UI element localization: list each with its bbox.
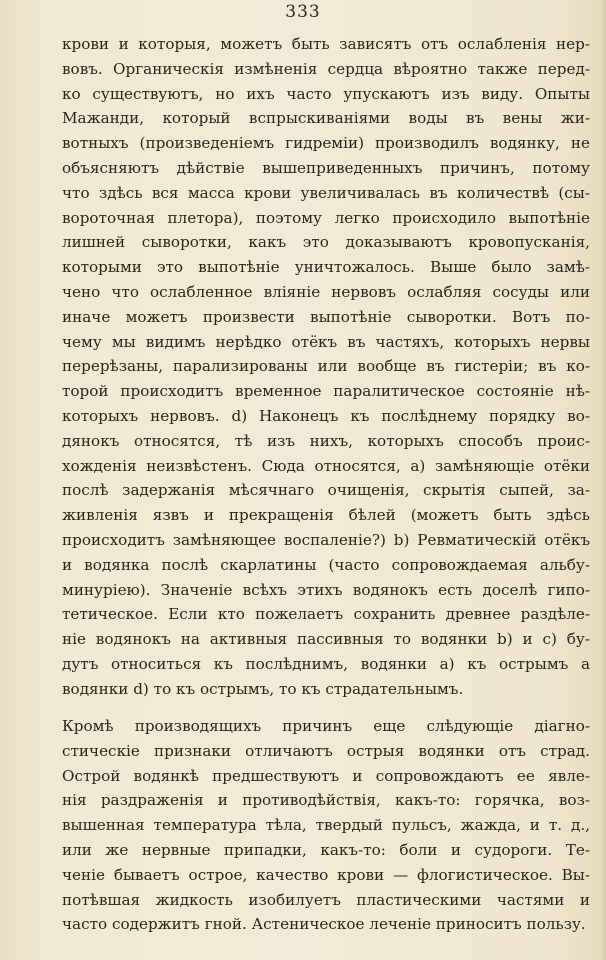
- text-line: перерѣзаны, парализированы или вообще въ гистеріи; въ ко-: [62, 357, 590, 376]
- text-line: часто содержитъ гной. Астеническое леченіе приноситъ пользу.: [62, 915, 586, 934]
- text-line: минуріею). Значеніе всѣхъ этихъ водянокъ есть доселѣ гипо-: [62, 580, 590, 599]
- text-line: живленія язвъ и прекращенія бѣлей (можетъ быть здѣсь: [62, 506, 590, 525]
- text-line: вовъ. Органическія измѣненія сердца вѣроятно также перед-: [62, 59, 590, 78]
- text-line: что здѣсь вся масса крови увеличивалась въ количествѣ (сы-: [62, 183, 590, 202]
- text-line: Мажанди, который вспрыскиваніями воды въ вены жи-: [62, 109, 590, 128]
- text-line: Кромѣ производящихъ причинъ еще слѣдующіе діагно-: [62, 717, 590, 735]
- text-line: чему мы видимъ нерѣдко отёкъ въ частяхъ, которыхъ нервы: [62, 332, 590, 351]
- text-line: или же нервные припадки, какъ-то: боли и судороги. Те-: [62, 840, 590, 859]
- text-line: объясняютъ дѣйствіе вышеприведенныхъ причинъ, потому: [62, 158, 590, 177]
- text-line: ко существуютъ, но ихъ часто упускаютъ изъ виду. Опыты: [62, 84, 590, 103]
- text-line: послѣ задержанія мѣсячнаго очищенія, скрытія сыпей, за-: [62, 481, 590, 500]
- text-line: потѣвшая жидкость изобилуетъ пластическими частями и: [62, 890, 590, 909]
- text-line: вышенная температура тѣла, твердый пульсъ, жажда, и т. д.,: [62, 816, 590, 835]
- text-line: Острой водянкѣ предшествуютъ и сопровождаютъ ее явле-: [62, 766, 590, 785]
- page-number: 333: [285, 2, 321, 22]
- text-line: стическіе признаки отличаютъ острыя водянки отъ страд.: [62, 741, 590, 760]
- text-line: ніе водянокъ на активныя пассивныя то водянки b) и c) бу-: [62, 630, 590, 649]
- text-line: торой происходитъ временное паралитическое состояніе нѣ-: [62, 382, 590, 401]
- text-line: хожденія неизвѣстенъ. Сюда относятся, a) замѣняющіе отёки: [62, 456, 590, 475]
- paragraph-1: [62, 32, 590, 702]
- text-line: которыми это выпотѣніе уничтожалось. Выше было замѣ-: [62, 258, 590, 277]
- text-line: дутъ относиться къ послѣднимъ, водянки a) къ острымъ a: [62, 654, 590, 673]
- text-line: вороточная плетора), поэтому легко происходило выпотѣніе: [62, 208, 590, 227]
- text-line: и водянка послѣ скарлатины (часто сопровождаемая альбу-: [62, 555, 590, 574]
- text-line: ченіе бываетъ острое, качество крови — флогистическое. Вы-: [62, 865, 590, 884]
- text-line: происходитъ замѣняющее воспаленіе?) b) Ревматическій отёкъ: [62, 530, 590, 549]
- text-line: лишней сыворотки, какъ это доказываютъ кровопусканія,: [62, 233, 590, 252]
- text-line: тетическое. Если кто пожелаетъ сохранить древнее раздѣле-: [62, 605, 590, 624]
- text-line: вотныхъ (произведеніемъ гидреміи) производилъ водянку, не: [62, 134, 590, 153]
- page-edge-shadow: [600, 0, 606, 960]
- text-line: которыхъ нервовъ. d) Наконецъ къ послѣднему порядку во-: [62, 406, 590, 425]
- text-line: нія раздраженія и противодѣйствія, какъ-то: горячка, воз-: [62, 791, 590, 810]
- text-line: водянки d) то къ острымъ, то къ страдательнымъ.: [62, 679, 464, 698]
- text-line: крови и которыя, можетъ быть зависятъ отъ ослабленія нер-: [62, 35, 590, 53]
- text-line: дянокъ относятся, тѣ изъ нихъ, которыхъ способъ проис-: [62, 431, 590, 450]
- text-line: иначе можетъ произвести выпотѣніе сыворотки. Вотъ по-: [62, 307, 590, 326]
- text-line: чено что ослабленное вліяніе нервовъ ослабляя сосуды или: [62, 282, 590, 301]
- paragraph-2: [62, 714, 590, 937]
